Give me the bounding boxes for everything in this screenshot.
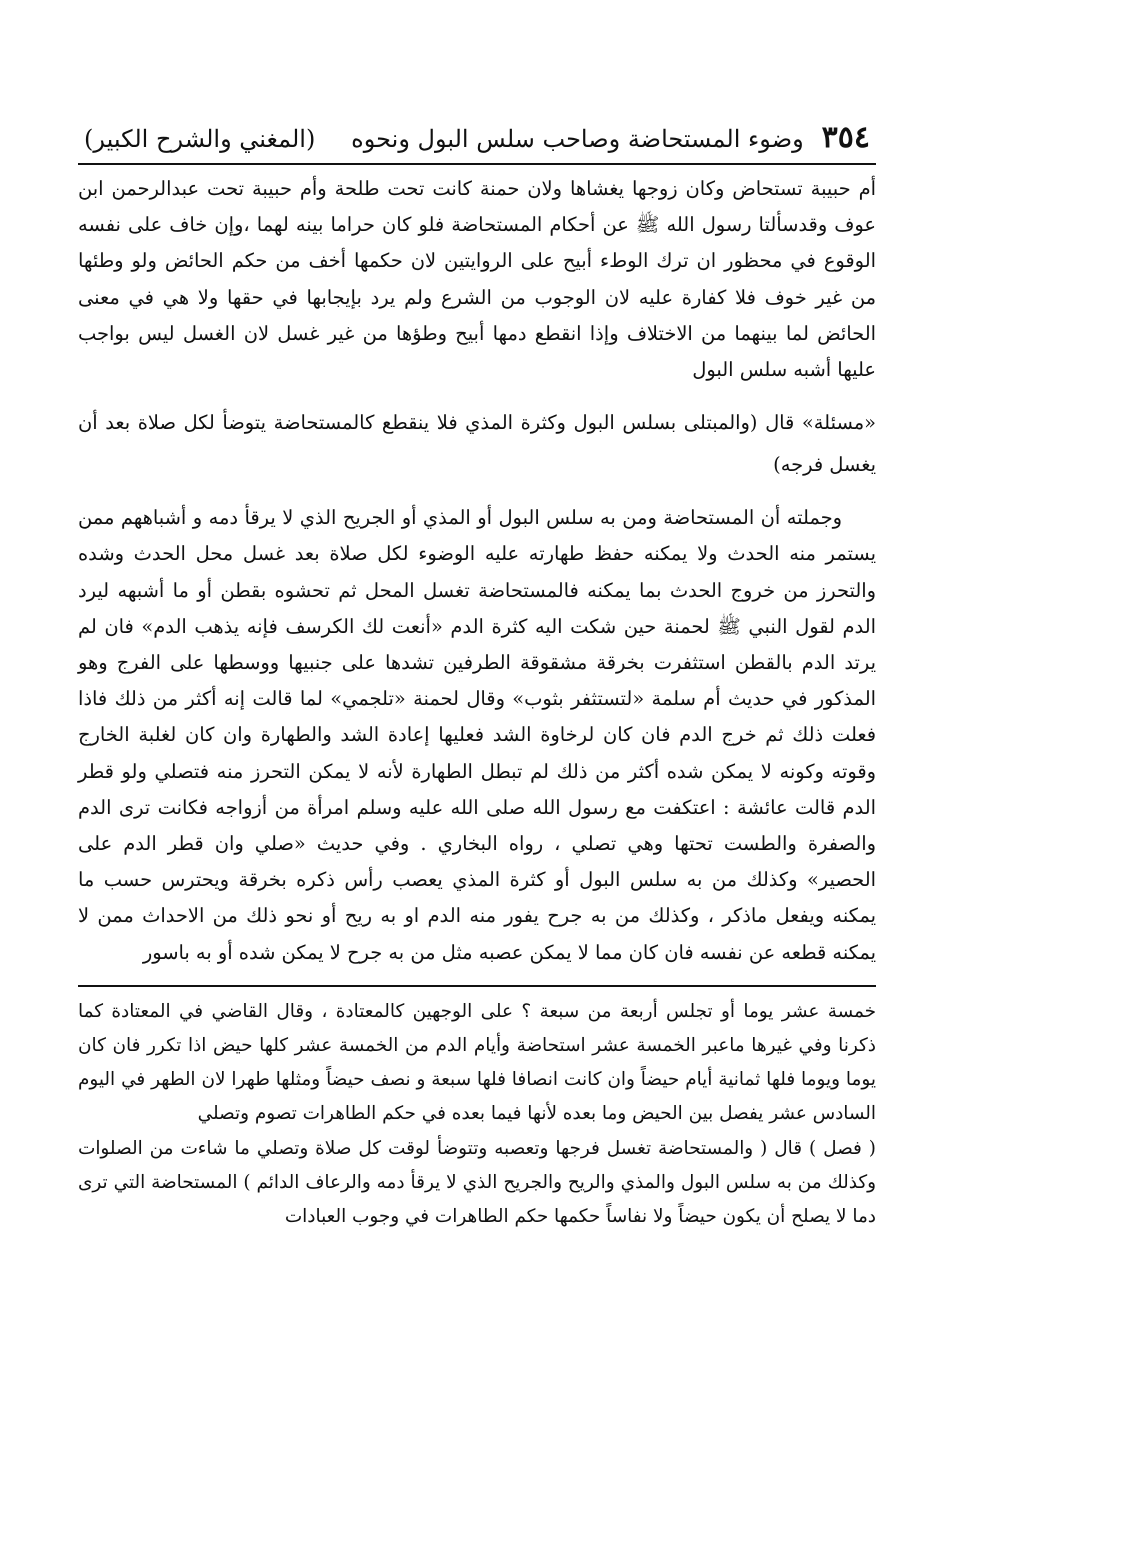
footnote-paragraph: خمسة عشر يوما أو تجلس أربعة من سبعة ؟ على الوجهين كالمعتادة ، وقال القاضي في المعتادة كما ذكرنا وفي غيرها ماعبر الخمسة عشر استحاضة وأيام الدم من الخمسة عشر كلها حيض اذا تكرر فان كان يوما ويوما فلها ثمانية أيام حيضاً وان كانت انصافا فلها سبعة و نصف حيضاً ومثلها طهرا لان الطهر في اليوم السادس عشر يفصل بين الحيض وما بعده لأنها فيما بعده في حكم الطاهرات تصوم وتصلي — [78, 1000, 876, 1125]
footnote-paragraph: ( فصل ) قال ( والمستحاضة تغسل فرجها وتعصبه وتتوضأ لوقت كل صلاة وتصلي ما شاءت من الصلوات وكذلك من به سلس البول والمذي والريح والجريح الذي لا يرقأ دمه والرعاف الدائم ) المستحاضة التي ترى دما لا يصلح أن يكون حيضاً ولا نفاساً حكمها حكم الطاهرات في وجوب العبادات — [78, 1137, 876, 1228]
page-number: ٣٥٤ — [821, 120, 870, 155]
body-paragraph: وجملته أن المستحاضة ومن به سلس البول أو المذي أو الجريح الذي لا يرقأ دمه و أشباههم ممن يستمر منه الحدث ولا يمكنه حفظ طهارته عليه الوضوء لكل صلاة بعد غسل محل الحدث وشده والتحرز من خروج الحدث بما يمكنه فالمستحاضة تغسل المحل ثم تحشوه بقطن أو ما أشبهه ليرد الدم لقول النبي ﷺ لحمنة حين شكت اليه كثرة الدم «أنعت لك الكرسف فإنه يذهب الدم» فان لم يرتد الدم بالقطن استثفرت بخرقة مشقوقة الطرفين تشدها على جنبيها ووسطها على الفرج وهو المذكور في حديث أم سلمة «لتستثفر بثوب» وقال لحمنة «تلجمي» لما قالت إنه أكثر من ذلك فاذا فعلت ذلك ثم خرج الدم فان كان لرخاوة الشد فعليها إعادة الشد والطهارة وان كان لغلبة الخارج وقوته وكونه لا يمكن شده أكثر من ذلك لم تبطل الطهارة لأنه لا يمكن التحرز منه فتصلي ولو قطر الدم قالت عائشة : اعتكفت مع رسول الله صلى الله عليه وسلم امرأة من أزواجه فكانت ترى الدم والصفرة والطست تحتها وهي تصلي ، رواه البخاري . وفي حديث «صلي وان قطر الدم على الحصير» وكذلك من به سلس البول أو كثرة المذي يعصب رأس ذكره بخرقة ويحترس حسب ما يمكنه ويفعل ماذكر ، وكذلك من به جرح يفور منه الدم او به ريح أو نحو ذلك من الاحداث ممن لا يمكنه قطعه عن نفسه فان كان مما لا يمكن عصبه مثل من به جرح لا يمكن شده أو به باسور — [78, 506, 876, 964]
book-title: (المغني والشرح الكبير) — [84, 125, 316, 153]
header-divider — [78, 163, 876, 165]
section-title: وضوء المستحاضة وصاحب سلس البول ونحوه — [351, 125, 804, 153]
page-header — [78, 118, 876, 159]
body-paragraph: أم حبيبة تستحاض وكان زوجها يغشاها ولان حمنة كانت تحت طلحة وأم حبيبة تحت عبدالرحمن ابن عوف وقدسألتا رسول الله ﷺ عن أحكام المستحاضة فلو كان حراما بينه لهما ،وإن خاف على نفسه الوقوع في محظور ان ترك الوطء أبيح على الروايتين لان حكمها أخف من حكم الحائض ولو وطئها من غير خوف فلا كفارة عليه لان الوجوب من الشرع ولم يرد بإيجابها في حقها ولا هي في معنى الحائض لما بينهما من الاختلاف وإذا انقطع دمها أبيح وطؤها من غير غسل لان الغسل ليس بواجب عليها أشبه سلس البول — [78, 177, 876, 382]
header-right-group — [351, 118, 870, 159]
footnote-divider — [78, 985, 876, 987]
masala-paragraph: «مسئلة» قال (والمبتلى بسلس البول وكثرة المذي فلا ينقطع كالمستحاضة يتوضأ لكل صلاة بعد أن يغسل فرجه) — [78, 411, 876, 477]
document-page — [78, 118, 876, 1234]
